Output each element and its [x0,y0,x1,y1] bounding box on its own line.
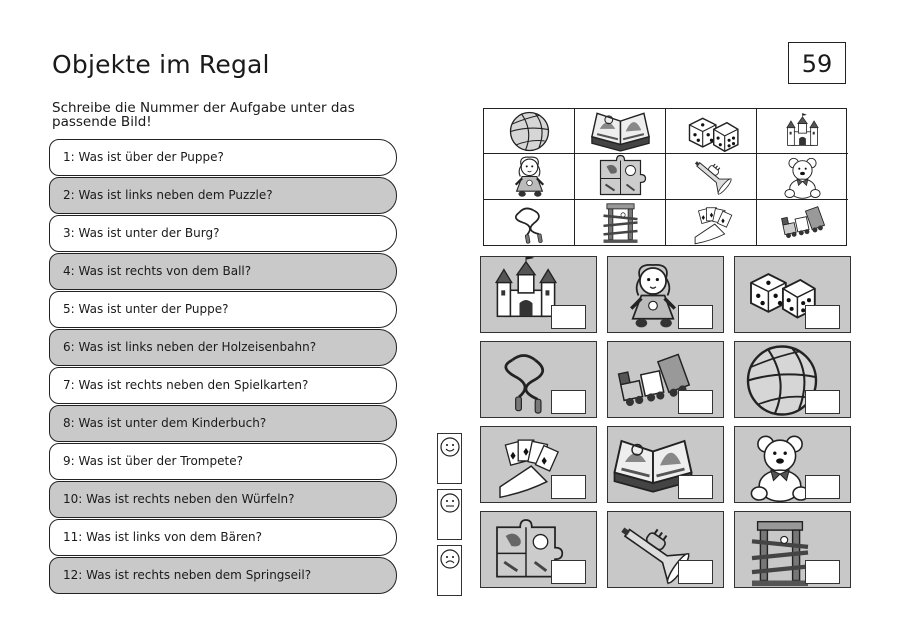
card-puzzle [480,511,597,588]
answer-box[interactable] [805,305,840,329]
smiley-checkbox-sad[interactable] [437,545,462,596]
puzzle-icon [601,156,646,195]
smiley-checkbox-neutral[interactable] [437,489,462,540]
card-train [607,341,724,418]
neutral-face-icon [439,492,461,514]
answer-box[interactable] [678,390,713,414]
castle-icon [787,113,818,145]
card-cards [480,426,597,503]
shelf-cell-rope [484,200,575,245]
card-teddy [734,426,851,503]
shelf-cell-train [757,200,848,245]
instruction-text: Schreibe die Nummer der Aufgabe unter das passende Bild! [52,100,355,130]
question-item: 11: Was ist links von dem Bären? [49,519,397,556]
smiley-checkbox-happy[interactable] [437,433,462,484]
answer-box[interactable] [805,560,840,584]
shelf-cell-doll [484,154,575,199]
page-number: 59 [788,42,846,84]
question-item: 3: Was ist unter der Burg? [49,215,397,252]
jump-rope-icon [515,206,544,244]
card-castle [480,256,597,333]
card-marble-run [734,511,851,588]
card-book [607,426,724,503]
question-item: 1: Was ist über der Puppe? [49,139,397,176]
answer-box[interactable] [805,475,840,499]
playing-cards-icon [500,440,558,497]
answer-box[interactable] [678,475,713,499]
ball-icon [511,113,549,151]
teddy-icon [785,159,820,199]
shelf-cell-ball [484,109,575,154]
castle-icon [496,257,556,316]
question-item: 2: Was ist links neben dem Puzzle? [49,177,397,214]
doll-icon [631,265,675,327]
marble-run-icon [604,203,638,242]
question-item: 10: Was ist rechts neben den Würfeln? [49,481,397,518]
question-item: 12: Was ist rechts neben dem Springseil? [49,557,397,594]
answer-box[interactable] [805,390,840,414]
question-item: 4: Was ist rechts von dem Ball? [49,253,397,290]
shelf-cell-book [575,109,666,154]
card-ball [734,341,851,418]
shelf-cell-castle [757,109,848,154]
trumpet-icon [690,154,734,195]
question-item: 9: Was ist über der Trompete? [49,443,397,480]
train-icon [781,206,826,239]
question-item: 6: Was ist links neben der Holzeisenbahn? [49,329,397,366]
card-doll [607,256,724,333]
playing-cards-icon [695,207,732,243]
answer-box[interactable] [551,390,586,414]
shelf-cell-dice [666,109,757,154]
card-trumpet [607,511,724,588]
card-rope [480,341,597,418]
answer-box[interactable] [551,560,586,584]
shelf-cell-teddy [757,154,848,199]
question-item: 5: Was ist unter der Puppe? [49,291,397,328]
answer-box[interactable] [678,560,713,584]
shelf-cell-puzzle [575,154,666,199]
page-title: Objekte im Regal [52,50,270,79]
jump-rope-icon [506,356,543,414]
question-item: 7: Was ist rechts neben den Spielkarten? [49,367,397,404]
card-dice [734,256,851,333]
sad-face-icon [439,548,461,570]
shelf-cell-trumpet [666,154,757,199]
shelf-cell-cards [666,200,757,245]
teddy-icon [751,436,808,501]
shelf-cell-marble-run [575,200,666,245]
answer-box[interactable] [678,305,713,329]
happy-face-icon [439,436,461,458]
book-icon [592,113,649,151]
question-item: 8: Was ist unter dem Kinderbuch? [49,405,397,442]
answer-box[interactable] [551,475,586,499]
shelf-grid [483,108,847,246]
doll-icon [516,157,544,197]
dice-icon [690,118,738,151]
marble-run-icon [752,522,808,586]
answer-box[interactable] [551,305,586,329]
